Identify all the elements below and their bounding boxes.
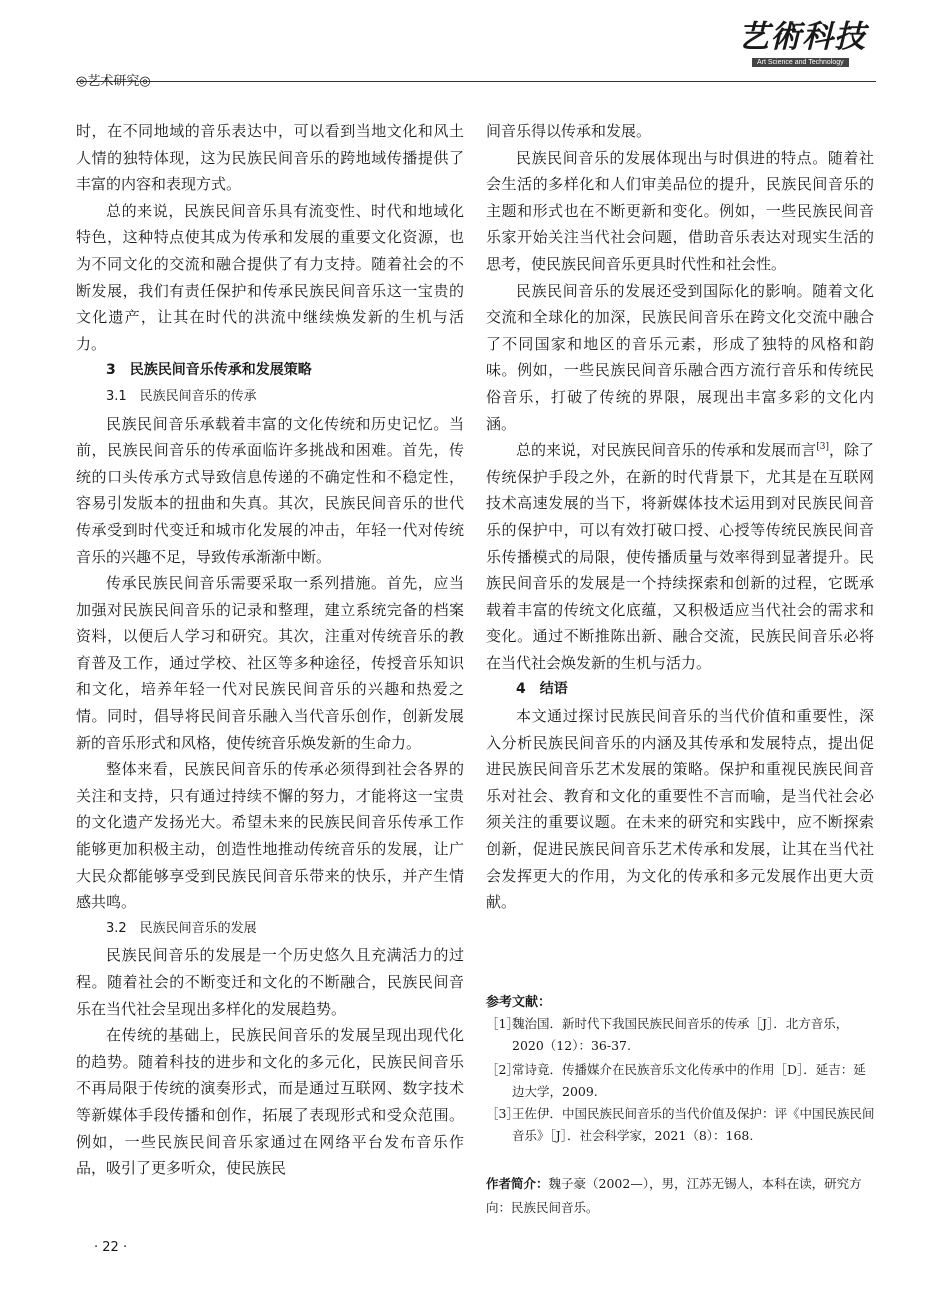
- reference-number: ［1］: [486, 1016, 519, 1031]
- paragraph: 民族民间音乐承载着丰富的文化传统和历史记忆。当前，民族民间音乐的传承面临许多挑战和困难。首先，传统的口头传承方式导致信息传递的不确定性和不稳定性，容易引发版本的扭曲和失真。其次，民族民间音乐的世代传承受到时代变迁和城市化发展的冲击，年轻一代对传统音乐的兴趣不足，导致传承渐渐中断。: [76, 414, 464, 566]
- paragraph-text: 总的来说，对民族民间音乐的传承和发展而言: [516, 441, 817, 460]
- reference-number: ［3］: [486, 1106, 519, 1121]
- reference-number: ［2］: [486, 1062, 519, 1077]
- reference-text: 魏治国．新时代下我国民族民间音乐的传承［J］．北方音乐，2020（12）：36-37.: [512, 1016, 849, 1053]
- author-label: 作者简介：: [486, 1176, 549, 1191]
- paragraph: 民族民间音乐的发展体现出与时俱进的特点。随着社会生活的多样化和人们审美品位的提升，民族民间音乐的主题和形式也在不断更新和变化。例如，一些民族民间音乐家开始关注当代社会问题，借助音乐表达对现实生活的思考，使民族民间音乐更具时代性和社会性。: [486, 148, 874, 273]
- header-divider: [76, 81, 876, 82]
- citation-link[interactable]: [3]: [816, 442, 829, 453]
- author-bio: [486, 1172, 878, 1220]
- paragraph-text: ，除了传统保护手段之外，在新的时代背景下，尤其是在互联网技术高速发展的当下，将新媒体技术运用到对民族民间音乐的保护中，可以有效打破口授、心授等传统民族民间音乐传播模式的局限，使传播质量与效率得到显著提升。民族民间音乐的发展是一个持续探索和创新的过程，它既承载着丰富的传统文化底蕴，又积极适应当代社会的需求和变化。通过不断推陈出新、融合交流，民族民间音乐必将在当代社会焕发新的生机与活力。: [486, 441, 874, 672]
- subsection-heading: 3.1 民族民间音乐的传承: [106, 388, 257, 404]
- left-column: [76, 118, 464, 1182]
- page-number: · 22 ·: [94, 1240, 128, 1255]
- author-text: 魏子豪（2002—），男，江苏无锡人，本科在读，研究方向：民族民间音乐。: [486, 1176, 862, 1215]
- reference-item: [486, 1013, 876, 1057]
- journal-section-label: ◎艺术研究◎: [76, 74, 151, 89]
- paragraph: 民族民间音乐的发展是一个历史悠久且充满活力的过程。随着社会的不断变迁和文化的不断融合，民族民间音乐在当代社会呈现出多样化的发展趋势。: [76, 946, 464, 1018]
- paragraph: 本文通过探讨民族民间音乐的当代价值和重要性，深入分析民族民间音乐的内涵及其传承和发展特点，提出促进民族民间音乐艺术发展的策略。保护和重视民族民间音乐对社会、教育和文化的重要性不言而喻，是当代社会必须关注的重要议题。在未来的研究和实践中，应不断探索创新，促进民族民间音乐艺术传承和发展，让其在当代社会发挥更大的作用，为文化的传承和多元发展作出更大贡献。: [486, 707, 874, 912]
- right-column: [486, 118, 874, 916]
- logo-chinese-title: 艺術科技: [738, 19, 866, 55]
- paragraph: 总的来说，民族民间音乐具有流变性、时代和地域化特色，这种特点使其成为传承和发展的重要文化资源，也为不同文化的交流和融合提供了有力支持。随着社会的不断发展，我们有责任保护和传承民族民间音乐这一宝贵的文化遗产，让其在时代的洪流中继续焕发新的生机与活力。: [76, 201, 464, 353]
- reference-text: 王佐伊．中国民族民间音乐的当代价值及保护：评《中国民族民间音乐》［J］．社会科学家，2021（8）：168.: [512, 1106, 875, 1143]
- paragraph: 民族民间音乐的发展还受到国际化的影响。随着文化交流和全球化的加深，民族民间音乐在跨文化交流中融合了不同国家和地区的音乐元素，形成了独特的风格和韵味。例如，一些民族民间音乐融合西方流行音乐和传统民俗音乐，打破了传统的界限，展现出丰富多彩的文化内涵。: [486, 281, 874, 433]
- paragraph: 时，在不同地域的音乐表达中，可以看到当地文化和风土人情的独特体现，这为民族民间音乐的跨地域传播提供了丰富的内容和表现方式。: [76, 122, 464, 194]
- paragraph: 整体来看，民族民间音乐的传承必须得到社会各界的关注和支持，只有通过持续不懈的努力，才能将这一宝贵的文化遗产发扬光大。希望未来的民族民间音乐传承工作能够更加积极主动，创造性地推动传统音乐的发展，让广大民众都能够享受到民族民间音乐带来的快乐，并产生情感共鸣。: [76, 760, 464, 912]
- reference-item: [486, 1059, 876, 1103]
- section-heading: 4 结语: [516, 681, 568, 698]
- references-title: 参考文献：: [486, 995, 552, 1010]
- subsection-heading: 3.2 民族民间音乐的发展: [106, 920, 257, 936]
- section-heading: 3 民族民间音乐传承和发展策略: [106, 362, 312, 379]
- journal-logo: [738, 18, 878, 78]
- reference-item: [486, 1103, 876, 1147]
- paragraph: 在传统的基础上，民族民间音乐的发展呈现出现代化的趋势。随着科技的进步和文化的多元化，民族民间音乐不再局限于传统的演奏形式，而是通过互联网、数字技术等新媒体手段传播和创作，拓展了表现形式和受众范围。例如，一些民族民间音乐家通过在网络平台发布音乐作品，吸引了更多听众，使民族民: [76, 1026, 464, 1178]
- paragraph: 传承民族民间音乐需要采取一系列措施。首先，应当加强对民族民间音乐的记录和整理，建立系统完备的档案资料，以便后人学习和研究。其次，注重对传统音乐的教育普及工作，通过学校、社区等多种途径，传授音乐知识和文化，培养年轻一代对民族民间音乐的兴趣和热爱之情。同时，倡导将民间音乐融入当代音乐创作，创新发展新的音乐形式和风格，使传统音乐焕发新的生命力。: [76, 574, 464, 752]
- reference-text: 常诗竟．传播媒介在民族音乐文化传承中的作用［D］．延吉：延边大学，2009.: [512, 1062, 866, 1099]
- logo-english-title: Art Science and Technology: [752, 58, 849, 67]
- paragraph: 间音乐得以传承和发展。: [486, 122, 652, 140]
- paragraph-with-citation: [486, 437, 874, 676]
